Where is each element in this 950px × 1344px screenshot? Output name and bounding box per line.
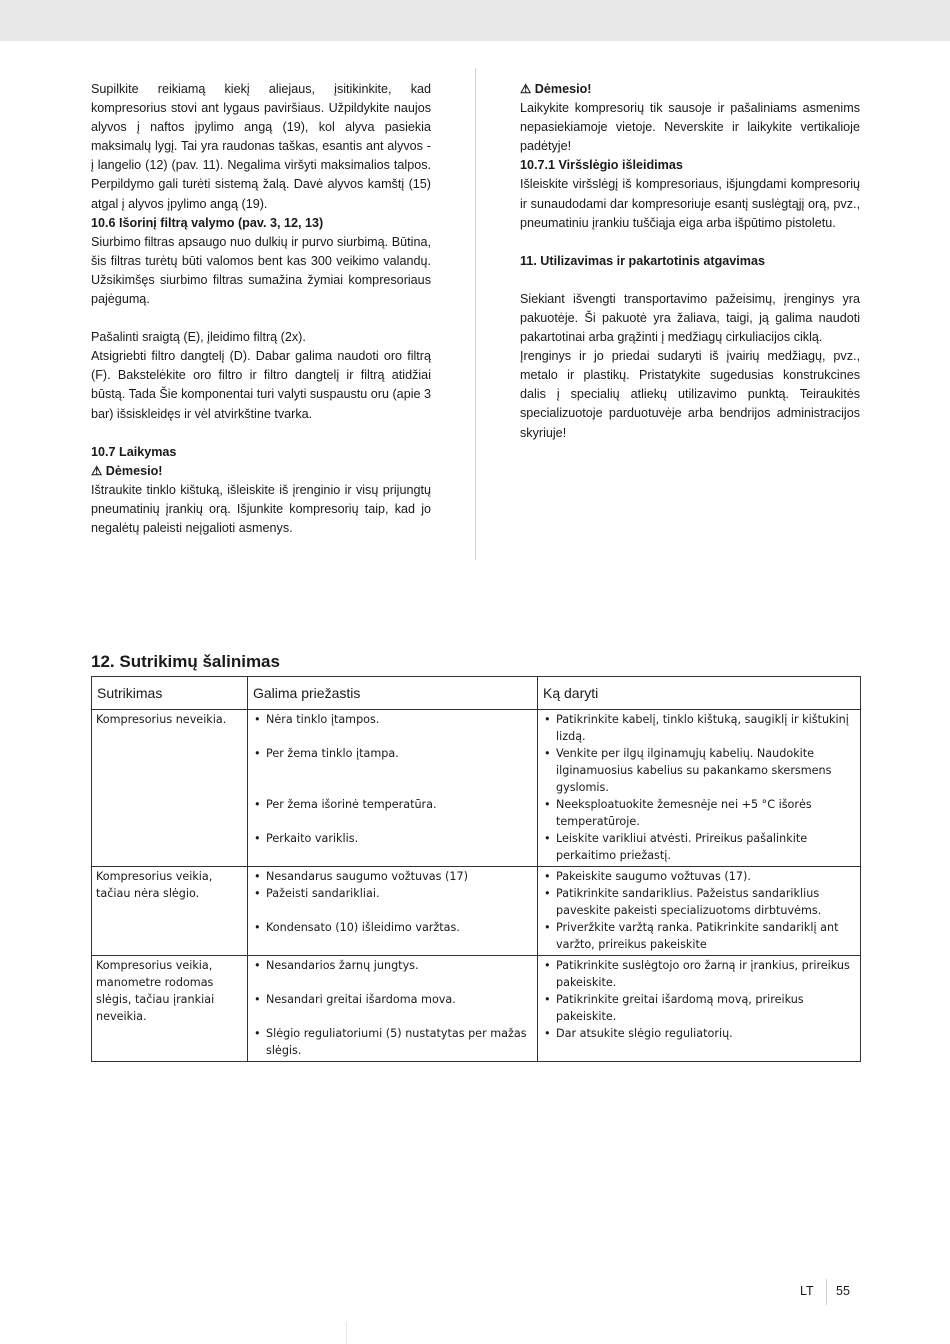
action-list (542, 957, 856, 1042)
section-heading: 11. Utilizavimas ir pakartotinis atgavimas (520, 253, 765, 268)
cause-item: • Per žema tinklo įtampa. (252, 745, 533, 762)
problem-text: Kompresorius veikia, manometre rodomas slėgis, tačiau įrankiai neveikia. (96, 959, 215, 1023)
action-cell (538, 956, 861, 1062)
section-heading: ⚠ Dėmesio! (520, 82, 592, 96)
table-header-row (92, 677, 861, 710)
action-cell (538, 710, 861, 867)
paragraph: Išleiskite viršslėgį iš kompresoriaus, išjungdami kompresorių ir sunaudodami dar kompresoriuje esantį suslėgtąjį orą, pvz., pneumatiniu įrankiu tuščiąja eiga arba išpūtimo pistoletu. (520, 177, 860, 230)
paragraph-gap (520, 233, 860, 252)
paragraph: Siekiant išvengti transportavimo pažeisimų, įrenginys yra pakuotėje. Ši pakuotė yra žaliava, taigi, ją galima naudoti pakartotinai arba grąžinti į medžiagų cirkuliacijos ciklą. (520, 291, 860, 345)
section-heading: 10.7.1 Viršslėgio išleidimas (520, 158, 683, 173)
action-item: • Dar atsukite slėgio reguliatorių. (542, 1025, 856, 1042)
table-row (92, 867, 861, 956)
top-bar (0, 0, 950, 41)
cause-list (252, 868, 533, 936)
cause-item: • Per žema išorinė temperatūra. (252, 796, 533, 813)
cause-item: • Nesandarios žarnų jungtys. (252, 957, 533, 974)
paragraph: Laikykite kompresorių tik sausoje ir pašaliniams asmenims nepasiekiamoje vietoje. Neverskite ir laikykite vertikalioje padėtyje! (520, 101, 860, 154)
troubleshooting-table (91, 676, 861, 1062)
action-list (542, 868, 856, 953)
left-text-column (91, 80, 431, 538)
cause-cell (248, 867, 538, 956)
action-item: • Patikrinkite sandariklius. Pažeistus sandariklius paveskite pakeisti specializuotoms dirbtuvėms. (542, 885, 856, 919)
action-cell (538, 867, 861, 956)
right-text-column (520, 80, 860, 443)
footer-language: LT (800, 1284, 814, 1298)
section-title: 12. Sutrikimų šalinimas (91, 652, 280, 671)
page-edge-mark (346, 1322, 347, 1344)
action-item: • Venkite per ilgų ilginamųjų kabelių. Naudokite ilginamuosius kabelius su pakankamo skersmens gyslomis. (542, 745, 856, 796)
table-row (92, 956, 861, 1062)
cause-cell (248, 956, 538, 1062)
problem-cell (92, 710, 248, 867)
cause-item: • Pažeisti sandarikliai. (252, 885, 533, 902)
table-row (92, 710, 861, 867)
column-divider (475, 68, 476, 560)
paragraph: Supilkite reikiamą kiekį aliejaus, įsitikinkite, kad kompresorius stovi ant lygaus paviršiaus. Užpildykite naujos alyvos į naftos įpylimo angą (19), kol alyva pasiekia maksimalų lygį. Tai yra raudonas taškas, esantis ant alyvos - į langelio (12) (pav. 11). Negalima viršyti maksimalios talpos. Perpildymo gali turėti sistemą žalą. Davė alyvos kamštį (15) atgal į alyvos įpylimo angą (19). (91, 82, 431, 211)
page-number: 55 (836, 1284, 850, 1298)
cause-item: • Slėgio reguliatoriumi (5) nustatytas per mažas slėgis. (252, 1025, 533, 1059)
paragraph: Siurbimo filtras apsaugo nuo dulkių ir purvo siurbimą. Būtina, šis filtras turėtų būti valomos bent kas 300 veikimo valandų. Užsikimšęs siurbimo filtras sumažina žymiai kompresoriaus pajėgumą. (91, 234, 431, 307)
header-action: Ką daryti (538, 677, 861, 710)
action-item: • Patikrinkite suslėgtojo oro žarną ir įrankius, prireikus pakeiskite. (542, 957, 856, 991)
paragraph-gap (520, 271, 860, 290)
cause-cell (248, 710, 538, 867)
section-heading: ⚠ Dėmesio! (91, 463, 163, 478)
paragraph: Įrenginys ir jo priedai sudaryti iš įvairių medžiagų, pvz., metalo ir plastikų. Pristatykite sugedusias konstrukcines dalis į specialių atliekų utilizavimo punktą. Teiraukitės specializuotoje parduotuvėje arba bendrijos administracijos skyriuje! (520, 349, 860, 440)
paragraph: Pašalinti sraigtą (E), įleidimo filtrą (2x). (91, 330, 306, 345)
paragraph: Ištraukite tinklo kištuką, išleiskite iš įrenginio ir visų prijungtų pneumatinių įrankių orą. Išjunkite kompresorių taip, kad jo negalėtų paleisti neįgalioti asmenys. (91, 482, 431, 535)
problem-text: Kompresorius veikia, tačiau nėra slėgio. (96, 870, 213, 900)
action-list (542, 711, 856, 864)
paragraph-gap (91, 424, 431, 443)
cause-item: • Nėra tinklo įtampos. (252, 711, 533, 728)
action-item: • Leiskite varikliui atvėsti. Prireikus pašalinkite perkaitimo priežastį. (542, 830, 856, 864)
cause-list (252, 711, 533, 847)
problem-cell (92, 956, 248, 1062)
header-problem: Sutrikimas (92, 677, 248, 710)
footer-separator (826, 1279, 827, 1305)
paragraph: Atsigriebti filtro dangtelį (D). Dabar galima naudoti oro filtrą (F). Bakstelėkite oro filtro ir filtro dangtelį ir filtrą atidžiai būstą. Tada Šie komponentai turi valyti suspaustu oru (apie 3 bar) išsiskleidęs ir vėl atvirkštine tvarka. (91, 349, 431, 421)
cause-item: • Perkaito variklis. (252, 830, 533, 847)
paragraph-gap (91, 309, 431, 328)
problem-cell (92, 867, 248, 956)
problem-text: Kompresorius neveikia. (96, 713, 227, 726)
cause-item: • Kondensato (10) išleidimo varžtas. (252, 919, 533, 936)
cause-item: • Nesandari greitai išardoma mova. (252, 991, 533, 1008)
cause-list (252, 957, 533, 1059)
action-item: • Patikrinkite greitai išardomą movą, prireikus pakeiskite. (542, 991, 856, 1025)
header-cause: Galima priežastis (248, 677, 538, 710)
section-heading: 10.7 Laikymas (91, 444, 177, 459)
action-item: • Neeksploatuokite žemesnėje nei +5 °C išorės temperatūroje. (542, 796, 856, 830)
section-heading: 10.6 Išorinį filtrą valymo (pav. 3, 12, 13) (91, 215, 324, 230)
action-item: • Priveržkite varžtą ranka. Patikrinkite sandariklį ant varžto, prireikus pakeiskite (542, 919, 856, 953)
action-item: • Pakeiskite saugumo vožtuvas (17). (542, 868, 856, 885)
cause-item: • Nesandarus saugumo vožtuvas (17) (252, 868, 533, 885)
action-item: • Patikrinkite kabelį, tinklo kištuką, saugiklį ir kištukinį lizdą. (542, 711, 856, 745)
